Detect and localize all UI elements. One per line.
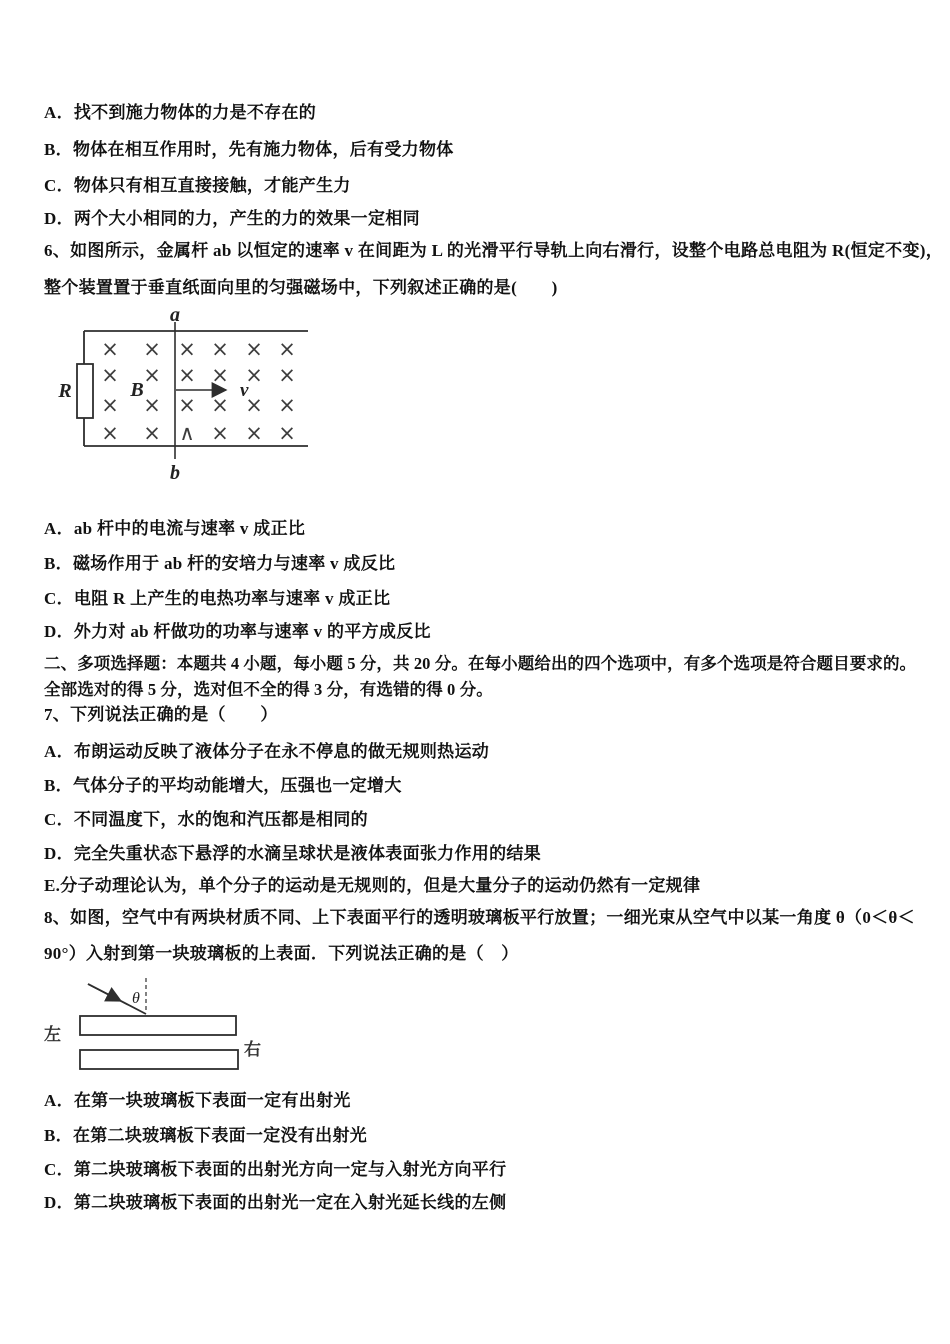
flux-symbol: × bbox=[101, 363, 119, 387]
q8-option-b: B．在第二块玻璃板下表面一定没有出射光 bbox=[44, 1126, 368, 1145]
flux-symbol: × bbox=[245, 363, 263, 387]
q6-circuit-figure bbox=[50, 303, 320, 485]
incidence-angle-label: θ bbox=[132, 990, 140, 1007]
rail-circuit-diagram bbox=[50, 303, 320, 485]
flux-symbol: × bbox=[178, 363, 196, 387]
flux-symbol: × bbox=[101, 337, 119, 361]
flux-symbol: × bbox=[143, 337, 161, 361]
flux-symbol: × bbox=[178, 337, 196, 361]
q8-option-c: C．第二块玻璃板下表面的出射光方向一定与入射光方向平行 bbox=[44, 1160, 507, 1179]
flux-symbol: × bbox=[143, 363, 161, 387]
q8-stem-line2: 90°）入射到第一块玻璃板的上表面．下列说法正确的是（ ） bbox=[44, 944, 519, 963]
q6-stem-line1: 6、如图所示，金属杆 ab 以恒定的速率 v 在间距为 L 的光滑平行导轨上向右滑行，设整个电路总电阻为 R(恒定不变)， bbox=[44, 241, 944, 260]
q6-option-a: A．ab 杆中的电流与速率 v 成正比 bbox=[44, 519, 306, 538]
field-label: B bbox=[130, 379, 144, 401]
q6-option-d: D．外力对 ab 杆做功的功率与速率 v 的平方成反比 bbox=[44, 622, 431, 641]
flux-symbol: × bbox=[245, 393, 263, 417]
q8-glass-plates-figure bbox=[40, 975, 280, 1085]
q6-stem-line2: 整个装置置于垂直纸面向里的匀强磁场中，下列叙述正确的是( ) bbox=[44, 278, 558, 297]
flux-symbol: × bbox=[278, 337, 296, 361]
rod-bottom-label: b bbox=[170, 462, 180, 484]
q7-option-d: D．完全失重状态下悬浮的水滴呈球状是液体表面张力作用的结果 bbox=[44, 844, 541, 863]
q7-option-e: E.分子动理论认为，单个分子的运动是无规则的，但是大量分子的运动仍然有一定规律 bbox=[44, 876, 701, 895]
q5-option-b: B．物体在相互作用时，先有施力物体，后有受力物体 bbox=[44, 140, 454, 159]
q7-option-b: B．气体分子的平均动能增大，压强也一定增大 bbox=[44, 776, 402, 795]
resistor-symbol bbox=[77, 364, 93, 418]
flux-symbol: × bbox=[178, 393, 196, 417]
q7-stem: 7、下列说法正确的是（ ） bbox=[44, 705, 278, 724]
right-side-label: 右 bbox=[244, 1040, 261, 1059]
q5-option-d: D．两个大小相同的力，产生的力的效果一定相同 bbox=[44, 209, 420, 228]
q8-option-a: A．在第一块玻璃板下表面一定有出射光 bbox=[44, 1091, 351, 1110]
glass-plate-2 bbox=[80, 1050, 238, 1069]
glass-plate-1 bbox=[80, 1016, 236, 1035]
flux-symbol: × bbox=[211, 337, 229, 361]
flux-symbol: × bbox=[211, 421, 229, 445]
rod-top-label: a bbox=[170, 304, 180, 326]
flux-symbol: × bbox=[101, 421, 119, 445]
flux-symbol: × bbox=[143, 421, 161, 445]
section2-header-line1: 二、多项选择题：本题共 4 小题，每小题 5 分，共 20 分。在每小题给出的四个选项中，有多个选项是符合题目要求的。 bbox=[44, 654, 917, 673]
flux-symbol: × bbox=[211, 363, 229, 387]
flux-symbol: × bbox=[245, 421, 263, 445]
flux-symbol: × bbox=[101, 393, 119, 417]
incident-ray-arrowhead bbox=[88, 984, 120, 1001]
q6-option-b: B．磁场作用于 ab 杆的安培力与速率 v 成反比 bbox=[44, 554, 396, 573]
glass-plates-diagram bbox=[40, 975, 280, 1085]
q8-option-d: D．第二块玻璃板下表面的出射光一定在入射光延长线的左侧 bbox=[44, 1193, 507, 1212]
section2-header-line2: 全部选对的得 5 分，选对但不全的得 3 分，有选错的得 0 分。 bbox=[44, 680, 493, 699]
q6-option-c: C．电阻 R 上产生的电热功率与速率 v 成正比 bbox=[44, 589, 391, 608]
q5-option-c: C．物体只有相互直接接触，才能产生力 bbox=[44, 176, 351, 195]
flux-symbol: × bbox=[143, 393, 161, 417]
flux-symbol: × bbox=[278, 393, 296, 417]
q7-option-c: C．不同温度下，水的饱和汽压都是相同的 bbox=[44, 810, 368, 829]
q7-option-a: A．布朗运动反映了液体分子在永不停息的做无规则热运动 bbox=[44, 742, 490, 761]
left-side-label: 左 bbox=[44, 1025, 61, 1044]
flux-symbol: × bbox=[278, 421, 296, 445]
flux-symbol: × bbox=[211, 393, 229, 417]
resistor-label: R bbox=[58, 380, 72, 402]
flux-symbol: ∧ bbox=[179, 421, 195, 445]
q8-stem-line1: 8、如图，空气中有两块材质不同、上下表面平行的透明玻璃板平行放置；一细光束从空气中以某一角度 θ（0＜θ＜ bbox=[44, 908, 915, 927]
q5-option-a: A．找不到施力物体的力是不存在的 bbox=[44, 103, 317, 122]
velocity-label: v bbox=[240, 380, 249, 401]
flux-symbol: × bbox=[278, 363, 296, 387]
flux-symbol: × bbox=[245, 337, 263, 361]
